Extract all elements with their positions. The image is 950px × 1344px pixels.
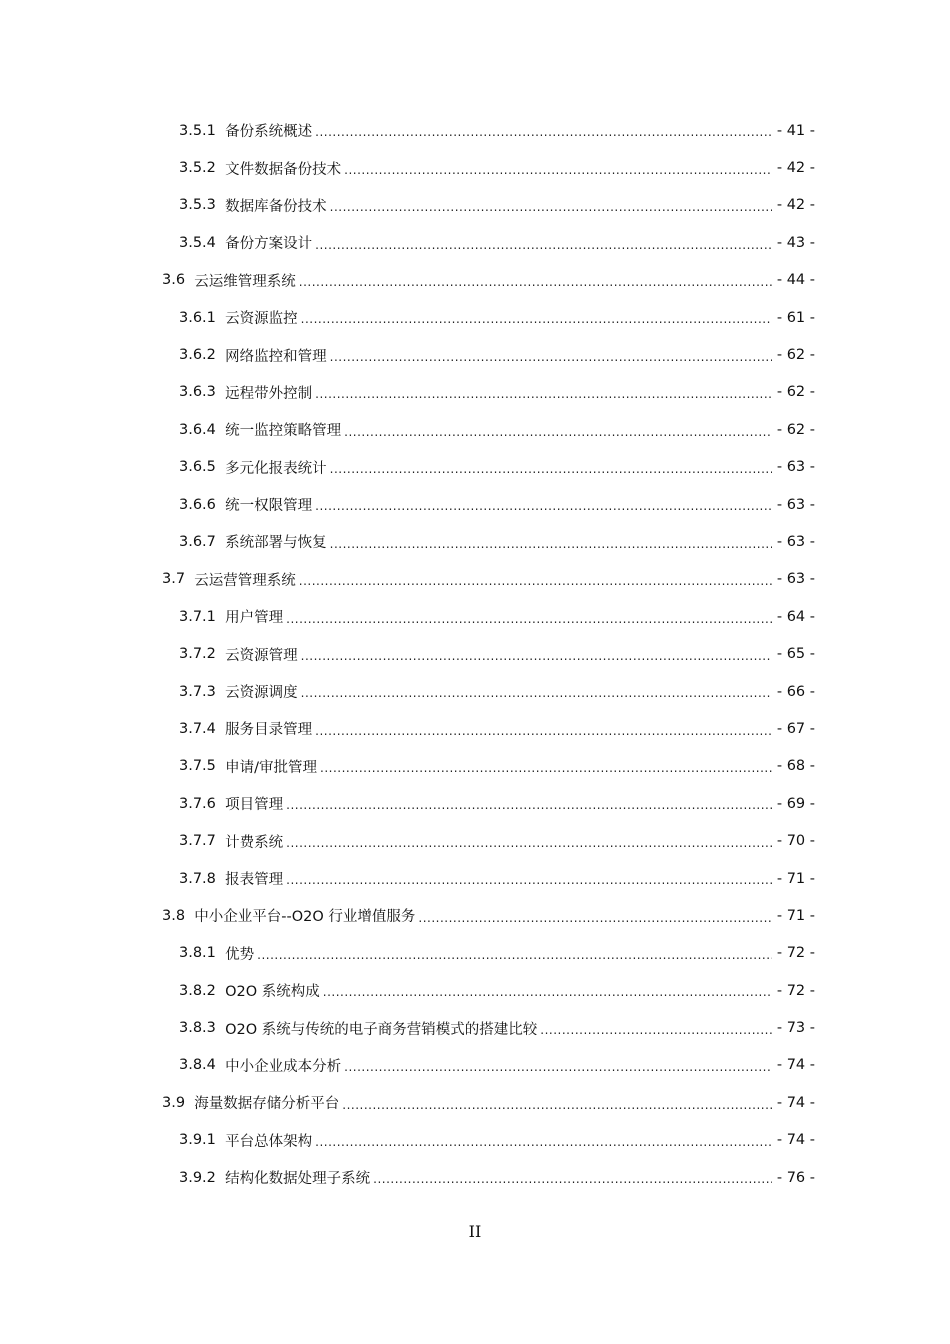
toc-entry-number: 3.6.6 [179, 496, 216, 513]
toc-entry[interactable] [0, 822, 950, 859]
toc-entry-page: - 63 - [776, 459, 815, 476]
toc-entry-page: - 63 - [776, 496, 815, 513]
dot-leader [315, 125, 772, 140]
toc-entry-title: 远程带外控制 [225, 385, 313, 402]
dot-leader [315, 724, 772, 739]
dot-leader [344, 1060, 772, 1075]
toc-entry-page: - 61 - [776, 309, 815, 326]
dot-leader [257, 948, 772, 963]
dot-leader [315, 499, 772, 514]
toc-entry-page: - 62 - [776, 384, 815, 401]
dot-leader [330, 350, 772, 365]
toc-entry-number: 3.5.4 [179, 234, 216, 251]
toc-entry-page: - 68 - [776, 758, 815, 775]
toc-entry-number: 3.6.7 [179, 533, 216, 550]
toc-entry[interactable] [0, 1047, 950, 1084]
toc-entry-page: - 62 - [776, 347, 815, 364]
toc-entry[interactable] [0, 785, 950, 822]
toc-entry-page: - 74 - [776, 1132, 815, 1149]
toc-entry-number: 3.8.3 [179, 1020, 216, 1037]
toc-entry-title: 项目管理 [225, 797, 284, 814]
dot-leader [299, 275, 772, 290]
toc-entry-page: - 74 - [776, 1094, 815, 1111]
toc-entry[interactable] [0, 374, 950, 411]
dot-leader [330, 462, 772, 477]
dot-leader [315, 1135, 772, 1150]
toc-entry[interactable] [0, 635, 950, 672]
dot-leader [323, 985, 772, 1000]
dot-leader [330, 200, 772, 215]
toc-entry[interactable] [0, 972, 950, 1009]
toc-entry-title: 中小企业成本分析 [225, 1058, 342, 1075]
toc-entry-number: 3.6.4 [179, 421, 216, 438]
dot-leader [286, 798, 772, 813]
toc-entry-title: 备份系统概述 [225, 124, 313, 141]
dot-leader [301, 312, 772, 327]
toc-entry-number: 3.7.4 [179, 720, 216, 737]
toc-entry[interactable] [0, 187, 950, 224]
toc-entry-number: 3.8.1 [179, 945, 216, 962]
toc-entry-page: - 72 - [776, 945, 815, 962]
toc-entry-title: 服务目录管理 [225, 722, 313, 739]
dot-leader [418, 911, 772, 926]
toc-entry[interactable] [0, 449, 950, 486]
toc-entry-page: - 70 - [776, 833, 815, 850]
toc-entry-title: 优势 [225, 946, 255, 963]
dot-leader [299, 574, 772, 589]
toc-entry-number: 3.7.6 [179, 795, 216, 812]
toc-entry-number: 3.5.1 [179, 122, 216, 139]
toc-entry-title: 文件数据备份技术 [225, 161, 342, 178]
toc-entry-page: - 66 - [776, 683, 815, 700]
toc-entry-title: 云运维管理系统 [194, 273, 296, 290]
toc-entry-number: 3.6 [162, 272, 186, 289]
toc-entry-page: - 63 - [776, 571, 815, 588]
toc-entry[interactable] [0, 561, 950, 598]
toc-entry[interactable] [0, 935, 950, 972]
toc-entry-title: 备份方案设计 [225, 236, 313, 253]
dot-leader [315, 387, 772, 402]
toc-entry[interactable] [0, 411, 950, 448]
toc-entry-title: 系统部署与恢复 [225, 535, 327, 552]
toc-entry-page: - 67 - [776, 720, 815, 737]
toc-entry[interactable] [0, 710, 950, 747]
toc-entry-page: - 43 - [776, 234, 815, 251]
toc-entry[interactable] [0, 262, 950, 299]
toc-entry-number: 3.8 [162, 907, 186, 924]
toc-entry[interactable] [0, 112, 950, 149]
toc-entry-page: - 44 - [776, 272, 815, 289]
dot-leader [344, 163, 772, 178]
toc-entry-title: 云资源管理 [225, 647, 298, 664]
toc-entry-number: 3.9 [162, 1094, 186, 1111]
toc-entry-title: 云运营管理系统 [194, 572, 296, 589]
dot-leader [286, 873, 772, 888]
dot-leader [301, 649, 772, 664]
toc-entry-number: 3.9.2 [179, 1169, 216, 1186]
toc-entry-title: 计费系统 [225, 834, 284, 851]
toc-entry-page: - 41 - [776, 122, 815, 139]
toc-entry-number: 3.5.3 [179, 197, 216, 214]
toc-entry-page: - 74 - [776, 1057, 815, 1074]
toc-entry-title: 云资源调度 [225, 685, 298, 702]
toc-entry-number: 3.7.5 [179, 758, 216, 775]
toc-entry-title: 中小企业平台--O2O 行业增值服务 [194, 909, 416, 926]
toc-entry[interactable] [0, 673, 950, 710]
toc-entry-title: 网络监控和管理 [225, 348, 327, 365]
toc-entry-page: - 72 - [776, 982, 815, 999]
toc-entry-page: - 71 - [776, 870, 815, 887]
toc-entry-number: 3.6.5 [179, 459, 216, 476]
toc-entry[interactable] [0, 748, 950, 785]
toc-entry-page: - 42 - [776, 197, 815, 214]
toc-entry-page: - 69 - [776, 795, 815, 812]
toc-entry-page: - 64 - [776, 608, 815, 625]
toc-entry-number: 3.5.2 [179, 160, 216, 177]
toc-entry-title: O2O 系统构成 [225, 984, 320, 1001]
toc-entry-title: 申请/审批管理 [225, 759, 318, 776]
toc-entry[interactable] [0, 224, 950, 261]
toc-entry-number: 3.7.1 [179, 608, 216, 625]
dot-leader [373, 1172, 772, 1187]
toc-entry-number: 3.8.4 [179, 1057, 216, 1074]
toc-entry-title: 报表管理 [225, 872, 284, 888]
toc-entry[interactable] [0, 149, 950, 186]
toc-entry-number: 3.8.2 [179, 982, 216, 999]
dot-leader [301, 686, 772, 701]
toc-entry-page: - 76 - [776, 1169, 815, 1186]
toc-entry[interactable] [0, 1159, 950, 1196]
dot-leader [540, 1023, 772, 1038]
toc-entry-title: 数据库备份技术 [225, 198, 327, 215]
toc-entry-title: 多元化报表统计 [225, 460, 327, 477]
toc-entry[interactable] [0, 486, 950, 523]
toc-entry[interactable] [0, 1122, 950, 1159]
toc-entry-page: - 73 - [776, 1020, 815, 1037]
table-of-contents [0, 112, 950, 1196]
dot-leader [286, 836, 772, 851]
toc-entry-page: - 71 - [776, 907, 815, 924]
dot-leader [342, 1098, 772, 1113]
toc-entry-title: 海量数据存储分析平台 [194, 1096, 340, 1113]
dot-leader [344, 425, 772, 440]
toc-entry-title: 结构化数据处理子系统 [225, 1171, 371, 1188]
toc-entry[interactable] [0, 523, 950, 560]
toc-entry-title: 统一权限管理 [225, 498, 313, 515]
toc-entry-number: 3.6.3 [179, 384, 216, 401]
dot-leader [330, 537, 772, 552]
toc-entry-number: 3.9.1 [179, 1132, 216, 1149]
toc-entry[interactable] [0, 299, 950, 336]
dot-leader [286, 612, 772, 627]
toc-entry-page: - 65 - [776, 646, 815, 663]
toc-entry[interactable] [0, 860, 950, 897]
dot-leader [320, 761, 772, 776]
toc-entry[interactable] [0, 336, 950, 373]
toc-entry-title: 用户管理 [225, 610, 284, 627]
toc-entry-page: - 42 - [776, 160, 815, 177]
toc-entry[interactable] [0, 598, 950, 635]
toc-entry-number: 3.7.3 [179, 683, 216, 700]
toc-entry[interactable] [0, 897, 950, 934]
toc-entry-page: - 63 - [776, 533, 815, 550]
toc-entry-number: 3.7.7 [179, 833, 216, 850]
toc-entry[interactable] [0, 1009, 950, 1046]
toc-entry-title: 云资源监控 [225, 311, 298, 328]
toc-entry-title: 平台总体架构 [225, 1133, 313, 1150]
toc-entry-title: O2O 系统与传统的电子商务营销模式的搭建比较 [225, 1021, 538, 1038]
toc-entry-number: 3.6.1 [179, 309, 216, 326]
toc-entry-page: - 62 - [776, 421, 815, 438]
page-number: II [468, 1222, 482, 1241]
toc-entry-title: 统一监控策略管理 [225, 423, 342, 440]
toc-entry-number: 3.6.2 [179, 347, 216, 364]
toc-entry-number: 3.7 [162, 571, 186, 588]
toc-entry[interactable] [0, 1084, 950, 1121]
dot-leader [315, 238, 772, 253]
toc-entry-number: 3.7.2 [179, 646, 216, 663]
toc-entry-number: 3.7.8 [179, 870, 216, 887]
